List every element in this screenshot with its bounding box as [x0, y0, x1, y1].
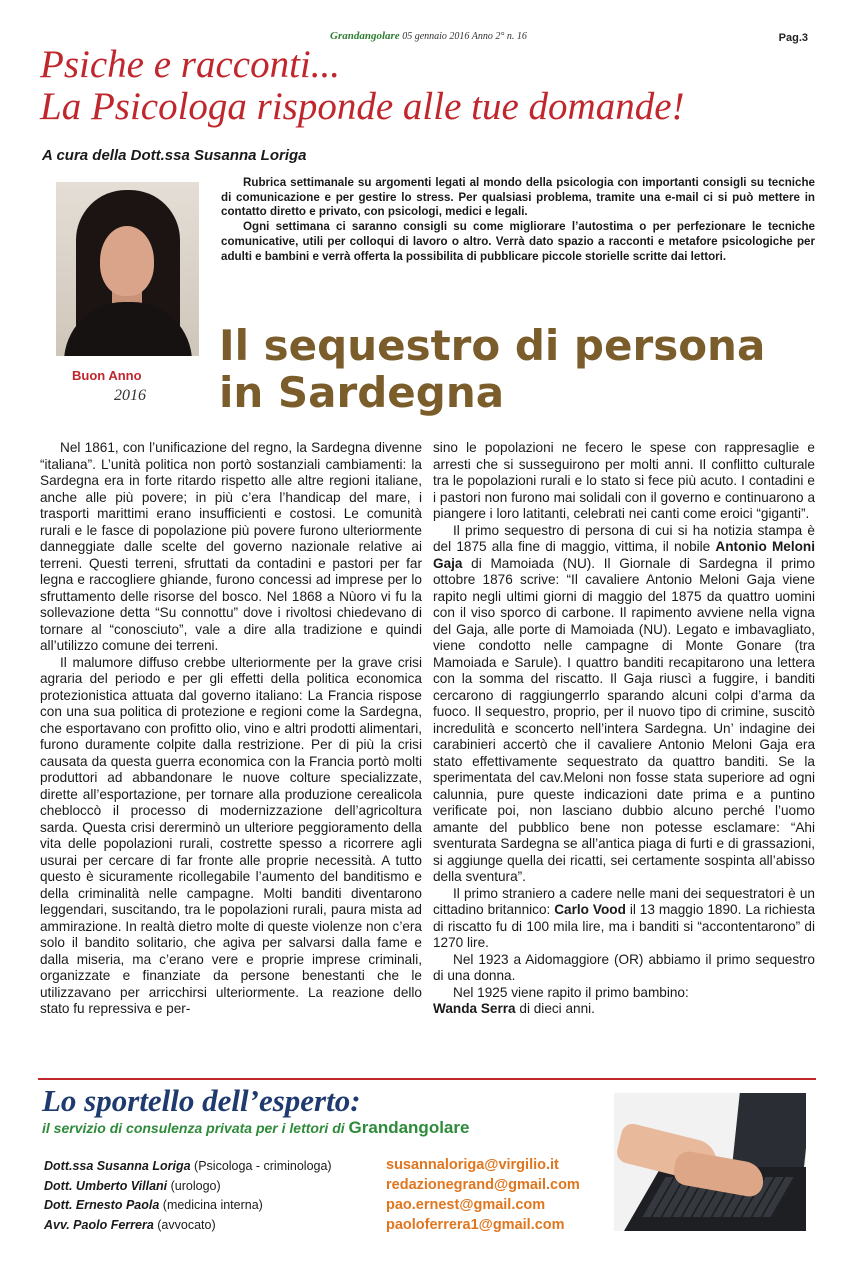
headline-line2: in Sardegna: [219, 368, 505, 417]
byline: A cura della Dott.ssa Susanna Loriga: [42, 147, 307, 164]
masthead-issue: [330, 30, 527, 42]
person-name: Wanda Serra: [433, 1001, 516, 1016]
greeting-text: Buon Anno: [72, 368, 142, 383]
person-name: Carlo Vood: [554, 902, 626, 917]
sportello-subtitle: il servizio di consulenza privata per i lettori di Grandangolare: [42, 1118, 470, 1137]
experts-list: [44, 1157, 384, 1235]
headline-line1: Il sequestro di persona: [219, 321, 766, 370]
email-link[interactable]: susannaloriga@virgilio.it: [386, 1157, 559, 1173]
article-column-2: [433, 440, 815, 1018]
greeting-year: 2016: [114, 387, 146, 404]
page-title-line1: Psiche e racconti...: [40, 43, 340, 86]
sportello-brand: Grandangolare: [348, 1118, 470, 1137]
intro-paragraph: Rubrica settimanale su argomenti legati al mondo della psicologia con importanti consigli su tecniche di comunicazione e per gestire lo stress. Per qualsiasi problema, tramite una e-mail ci si può mettere in contatto diretto e privato, con psicologi, medici e legali.: [221, 176, 815, 219]
article-column-1: [40, 440, 422, 1018]
column-intro: [221, 176, 815, 264]
article-paragraph: Il primo straniero a cadere nelle mani dei sequestratori è un cittadino britannico: Carlo Vood il 13 maggio 1890. La richiesta di riscatto fu di 100 mila lire, ma i banditi si “accontentarono” di 1270 lire.: [433, 885, 816, 950]
article-paragraph: Nel 1923 a Aidomaggiore (OR) abbiamo il primo sequestro di una donna.: [433, 951, 815, 983]
sportello-title: Lo sportello dell’esperto:: [42, 1083, 361, 1118]
person-name: Antonio Meloni Gaja: [433, 539, 815, 571]
expert-entry: Dott.ssa Susanna Loriga (Psicologa - criminologa): [44, 1159, 332, 1173]
article-paragraph: Il malumore diffuso crebbe ulteriormente per la grave crisi agraria del periodo e per gli effetti della politica economica protezionistica attuata dal governo italiano: La Francia rispose con una sua politica di protezione e regioni come la Sardegna, che esportavano con profitto olio, vino e altri prodotti alimentari, furono duramente colpite dalla restrizione. Per di più la crisi causata da questa guerra economica con la Francia portò molti produttori ad abbandonare le nuove colture specializzate, dirette all’esportazione, per tornare alla produzione cerealicola chebloccò il processo di modernizzazione dell’agricoltura sarda. Questa crisi dererminò un ulteriore peggioramento della vita delle popolazioni rurali, costrette spesso a ricorrere agli usurai per cercare di far fronte alle proprie necessità. A tutto questo è sicuramente ricollegabile l’aumento del banditismo e della criminalità nelle campagne. Molti banditi diventarono leggendari, suscitando, tra le popolazioni rurali, paura mista ad ammirazione. In realtà dietro molte di queste violenze non c’era solo il bandito solitario, che agiva per salvarsi dalla fame e dalla miseria, ma c’erano vere e proprie imprese criminali, organizzate e finanziate da persone benestanti che le utilizzavano per arricchirsi ulteriormente. La reazione dello stato fu repressiva e per-: [40, 654, 422, 1016]
article-paragraph: Il primo sequestro di persona di cui si ha notizia stampa è del 1875 alla fine di maggio, vittima, il nobile Antonio Meloni Gaja di Mamoiada (NU). Il Giornale di Sardegna il primo ottobre 1876 scrive: “Il cavaliere Antonio Meloni Gaja viene rapito negli ultimi giorni di maggio del 1875 da quattro uomini con il viso sporco di carbone. Il rapimento avviene nella vigna del Gaja, alle porte di Mamoiada (NU). Legato e imbavagliato, viene condotto nelle campagne di Monte Gonare (tra Mamoiada e Sarule). I quattro banditi recapitarono una lettera con la somma del riscatto. Il Gaja riuscì a fuggire, i banditi cercarono di raggiungerrlo sparando alcuni colpi d’arma da fuoco. Il sequestro, proprio, per il nuovo tipo di crimine, suscitò incredulità e sconcerto nell’intera Sardegna. Un’ indagine dei carabinieri accertò che il cavaliere Antonio Meloni Gaja era stato effettivamente sequestrato da quattro banditi. Se la sperimentata del cav.Meloni non fosse stata superiore ad ogni calunnia, pure queste indicazioni date prima e a puntino verificate poi, non lasciano dubbio alcuno perché l’uomo amante del pubblico bene non potesse esclamare: “Ahi sventurata Sardegna se all’antica piaga di furti e di grassazioni, si aggiunge quella dei ricatti, sei certamente sospinta all’abisso della sventura”.: [433, 522, 815, 884]
expert-entry: Dott. Ernesto Paola (medicina interna): [44, 1198, 263, 1213]
email-list: [386, 1155, 626, 1235]
email-link[interactable]: pao.ernest@gmail.com: [386, 1197, 546, 1213]
article-paragraph: Nel 1925 viene rapito il primo bambino:: [453, 984, 689, 1000]
article-paragraph: sino le popolazioni ne fecero le spese con rappresaglie e arresti che si susseguirono per molti anni. Il conflitto culturale tra le popolazioni rurali e lo stato si fece più acuto. I contadini e i pastori non furono mai solidali con il governo e continuarono a piangere i loro latitanti, celebrati nei canti come eroici “giganti”.: [433, 440, 815, 521]
section-divider: [38, 1078, 816, 1080]
page-title-line2: La Psicologa risponde alle tue domande!: [40, 85, 685, 128]
page-number: Pag.3: [778, 32, 808, 44]
email-link[interactable]: paoloferrera1@gmail.com: [386, 1217, 565, 1233]
author-photo: [56, 182, 199, 356]
article-paragraph: Wanda Serra di dieci anni.: [433, 1001, 595, 1016]
article-headline: [219, 322, 839, 416]
intro-paragraph: Ogni settimana ci saranno consigli su come migliorare l’autostima o per perfezionare le tecniche comunicative, utili per colloqui di lavoro o altro. Verrà dato spazio a racconti e metafore psicologiche per adulti e bambini e verrà offerta la possibilita di pubblicare piccole storielle scritte dai lettori.: [221, 220, 815, 263]
email-link[interactable]: redazionegrand@gmail.com: [386, 1177, 580, 1193]
article-paragraph: Nel 1861, con l’unificazione del regno, la Sardegna divenne “italiana”. L’unità politica non portò sostanziali cambiamenti: la Sardegna era in forte ritardo rispetto alle altre regioni italiane, anche alle più povere; in più c’era l’handicap del mare, i trasporti marittimi erano insufficienti e costosi. Le comunità rurali e le fasce di popolazione più povere furono ulteriormente danneggiate dalle scelte del governo nazionale relative ai terreni. Questi terreni, sfruttati da contadini e pastori per far legna e raccogliere ghiande, furono concessi ad imprese per lo sfruttamento delle risorse del bosco. Nel 1868 a Nùoro vi fu la sollevazione detta “Su connottu” dove i rivoltosi chiedevano di tornare al “conosciuto”, vale a dire alla tradizione e quindi all’utilizzo comune dei terreni.: [40, 440, 422, 653]
masthead-brand: Grandangolare: [330, 30, 400, 42]
laptop-typing-image: [614, 1093, 806, 1231]
masthead-date: 05 gennaio 2016 Anno 2° n. 16: [402, 31, 527, 42]
expert-entry: Avv. Paolo Ferrera (avvocato): [44, 1217, 216, 1232]
page-title: [40, 44, 830, 128]
expert-entry: Dott. Umberto Villani (urologo): [44, 1178, 221, 1193]
